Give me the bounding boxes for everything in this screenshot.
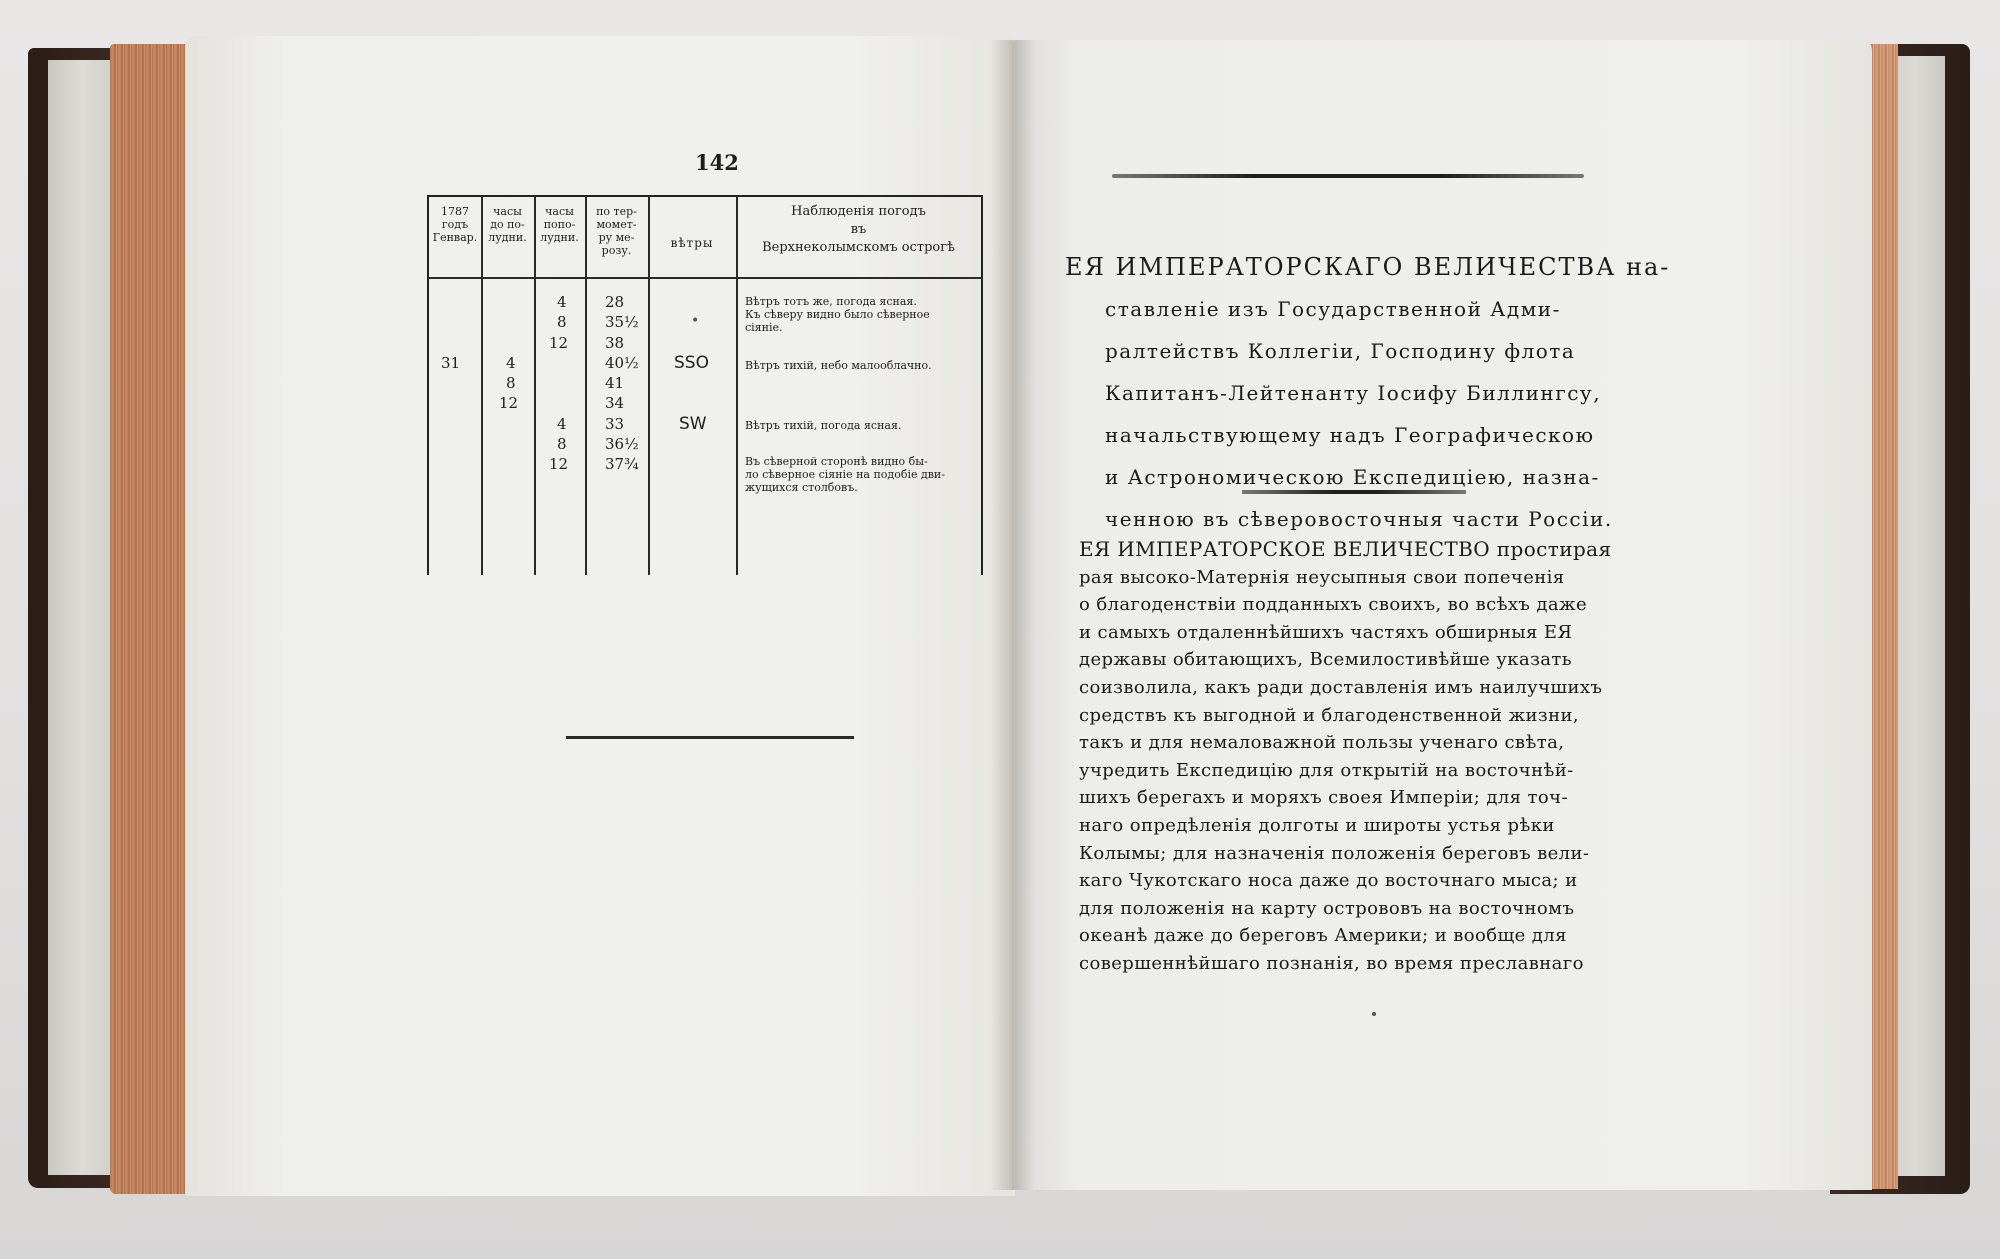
title-line: начальствующему надъ Географическою <box>1105 423 1595 447</box>
body-line: учредить Експедицію для открытій на восточнѣй- <box>1079 759 1574 781</box>
body-line: рая высоко-Матернія неусыпныя свои попеченія <box>1079 566 1565 588</box>
title-line: и Астрономическою Експедиціею, назна- <box>1105 465 1600 489</box>
cell-temperature: 28 <box>605 293 625 311</box>
cell-temperature: 38 <box>605 334 625 352</box>
body-line: океанѣ даже до береговъ Америки; и вообще для <box>1079 925 1567 947</box>
table-column-rule <box>648 197 650 575</box>
weather-note: Въ сѣверной сторонѣ видно бы- ло сѣверное сіяніе на подобіе дви- жущихся столбовъ. <box>745 455 945 494</box>
cell-temperature: 40½ <box>605 354 639 372</box>
endpaper-left <box>48 60 118 1175</box>
cell-temperature: 33 <box>605 415 625 433</box>
cell-temperature: 36½ <box>605 435 639 453</box>
body-line: ЕЯ ИМПЕРАТОРСКОЕ ВЕЛИЧЕСТВО простирая <box>1079 537 1612 561</box>
body-line: Колымы; для назначенія положенія береговъ вели- <box>1079 842 1590 864</box>
cell-morning-hour: 12 <box>499 394 519 412</box>
cell-afternoon-hour: 4 <box>557 415 567 433</box>
cell-temperature: 35½ <box>605 313 639 331</box>
cell-afternoon-hour: 12 <box>549 334 569 352</box>
title-separator-rule <box>1242 490 1466 494</box>
title-line: ченною въ сѣверовосточныя части Россіи. <box>1105 507 1613 531</box>
body-line: такъ и для немаловажной пользы ученаго свѣта, <box>1079 732 1565 754</box>
header-year: 1787 годъ Генвар. <box>432 205 478 244</box>
table-header-rule <box>429 277 981 279</box>
header-ornament-rule <box>1112 174 1584 178</box>
cell-temperature: 34 <box>605 394 625 412</box>
body-line: каго Чукотскаго носа даже до восточнаго мыса; и <box>1079 870 1578 892</box>
body-line: о благоденствіи подданныхъ своихъ, во всѣхъ даже <box>1079 594 1587 616</box>
cell-afternoon-hour: 4 <box>557 293 567 311</box>
title-line: ЕЯ ИМПЕРАТОРСКАГО ВЕЛИЧЕСТВА на- <box>1065 253 1671 281</box>
document-title <box>1065 246 1671 540</box>
body-text <box>1079 536 1639 978</box>
title-line: Капитанъ-Лейтенанту Іосифу Биллингсу, <box>1105 381 1602 405</box>
cell-day: 31 <box>441 354 461 372</box>
weather-note: Вѣтръ тихій, небо малооблачно. <box>745 359 932 372</box>
cell-temperature: 41 <box>605 374 625 392</box>
body-line: и самыхъ отдаленнѣйшихъ частяхъ обширныя ЕЯ <box>1079 621 1573 643</box>
cell-afternoon-hour: 12 <box>549 455 569 473</box>
cell-wind: SSO <box>674 353 709 373</box>
cell-afternoon-hour: 8 <box>557 435 567 453</box>
book-gutter <box>990 40 1035 1190</box>
weather-observation-table <box>427 195 983 575</box>
header-afternoon-hours: часы попо- лудни. <box>540 205 579 244</box>
page-number: 142 <box>695 150 739 175</box>
body-line: соизволила, какъ ради доставленія имъ наилучшихъ <box>1079 676 1603 698</box>
body-line: для положенія на карту острововъ на восточномъ <box>1079 897 1575 919</box>
header-weather-observations: Наблюденія погодъ въ Верхнеколымскомъ острогѣ <box>762 204 955 255</box>
weather-note: Вѣтръ тихій, погода ясная. <box>745 419 902 432</box>
body-line: совершеннѣйшаго познанія, во время преславнаго <box>1079 952 1584 974</box>
cell-wind: • <box>691 313 700 329</box>
cell-afternoon-hour: 8 <box>557 313 567 331</box>
title-line: ставленіе изъ Государственной Адми- <box>1105 297 1561 321</box>
section-end-rule <box>566 736 854 739</box>
body-line: средствъ къ выгодной и благоденственной жизни, <box>1079 704 1580 726</box>
cell-morning-hour: 4 <box>506 354 516 372</box>
cell-temperature: 37¾ <box>605 455 639 473</box>
title-line: ралтействъ Коллегіи, Господину флота <box>1105 339 1576 363</box>
body-line: наго опредѣленія долготы и широты устья рѣки <box>1079 814 1555 836</box>
table-column-rule <box>534 197 536 575</box>
header-morning-hours: часы до по- лудни. <box>488 205 527 244</box>
header-thermometer: по тер- момет- ру ме- розу. <box>596 205 637 257</box>
weather-note: Вѣтръ тотъ же, погода ясная. Къ сѣверу видно было сѣверное сіяніе. <box>745 295 930 334</box>
cell-wind: SW <box>679 414 707 434</box>
ink-speck <box>1372 1012 1376 1016</box>
cell-morning-hour: 8 <box>506 374 516 392</box>
body-line: державы обитающихъ, Всемилостивѣйше указать <box>1079 649 1572 671</box>
body-line: шихъ берегахъ и моряхъ своея Имперіи; для точ- <box>1079 787 1568 809</box>
header-winds: вѣтры <box>670 236 714 250</box>
table-column-rule <box>481 197 483 575</box>
